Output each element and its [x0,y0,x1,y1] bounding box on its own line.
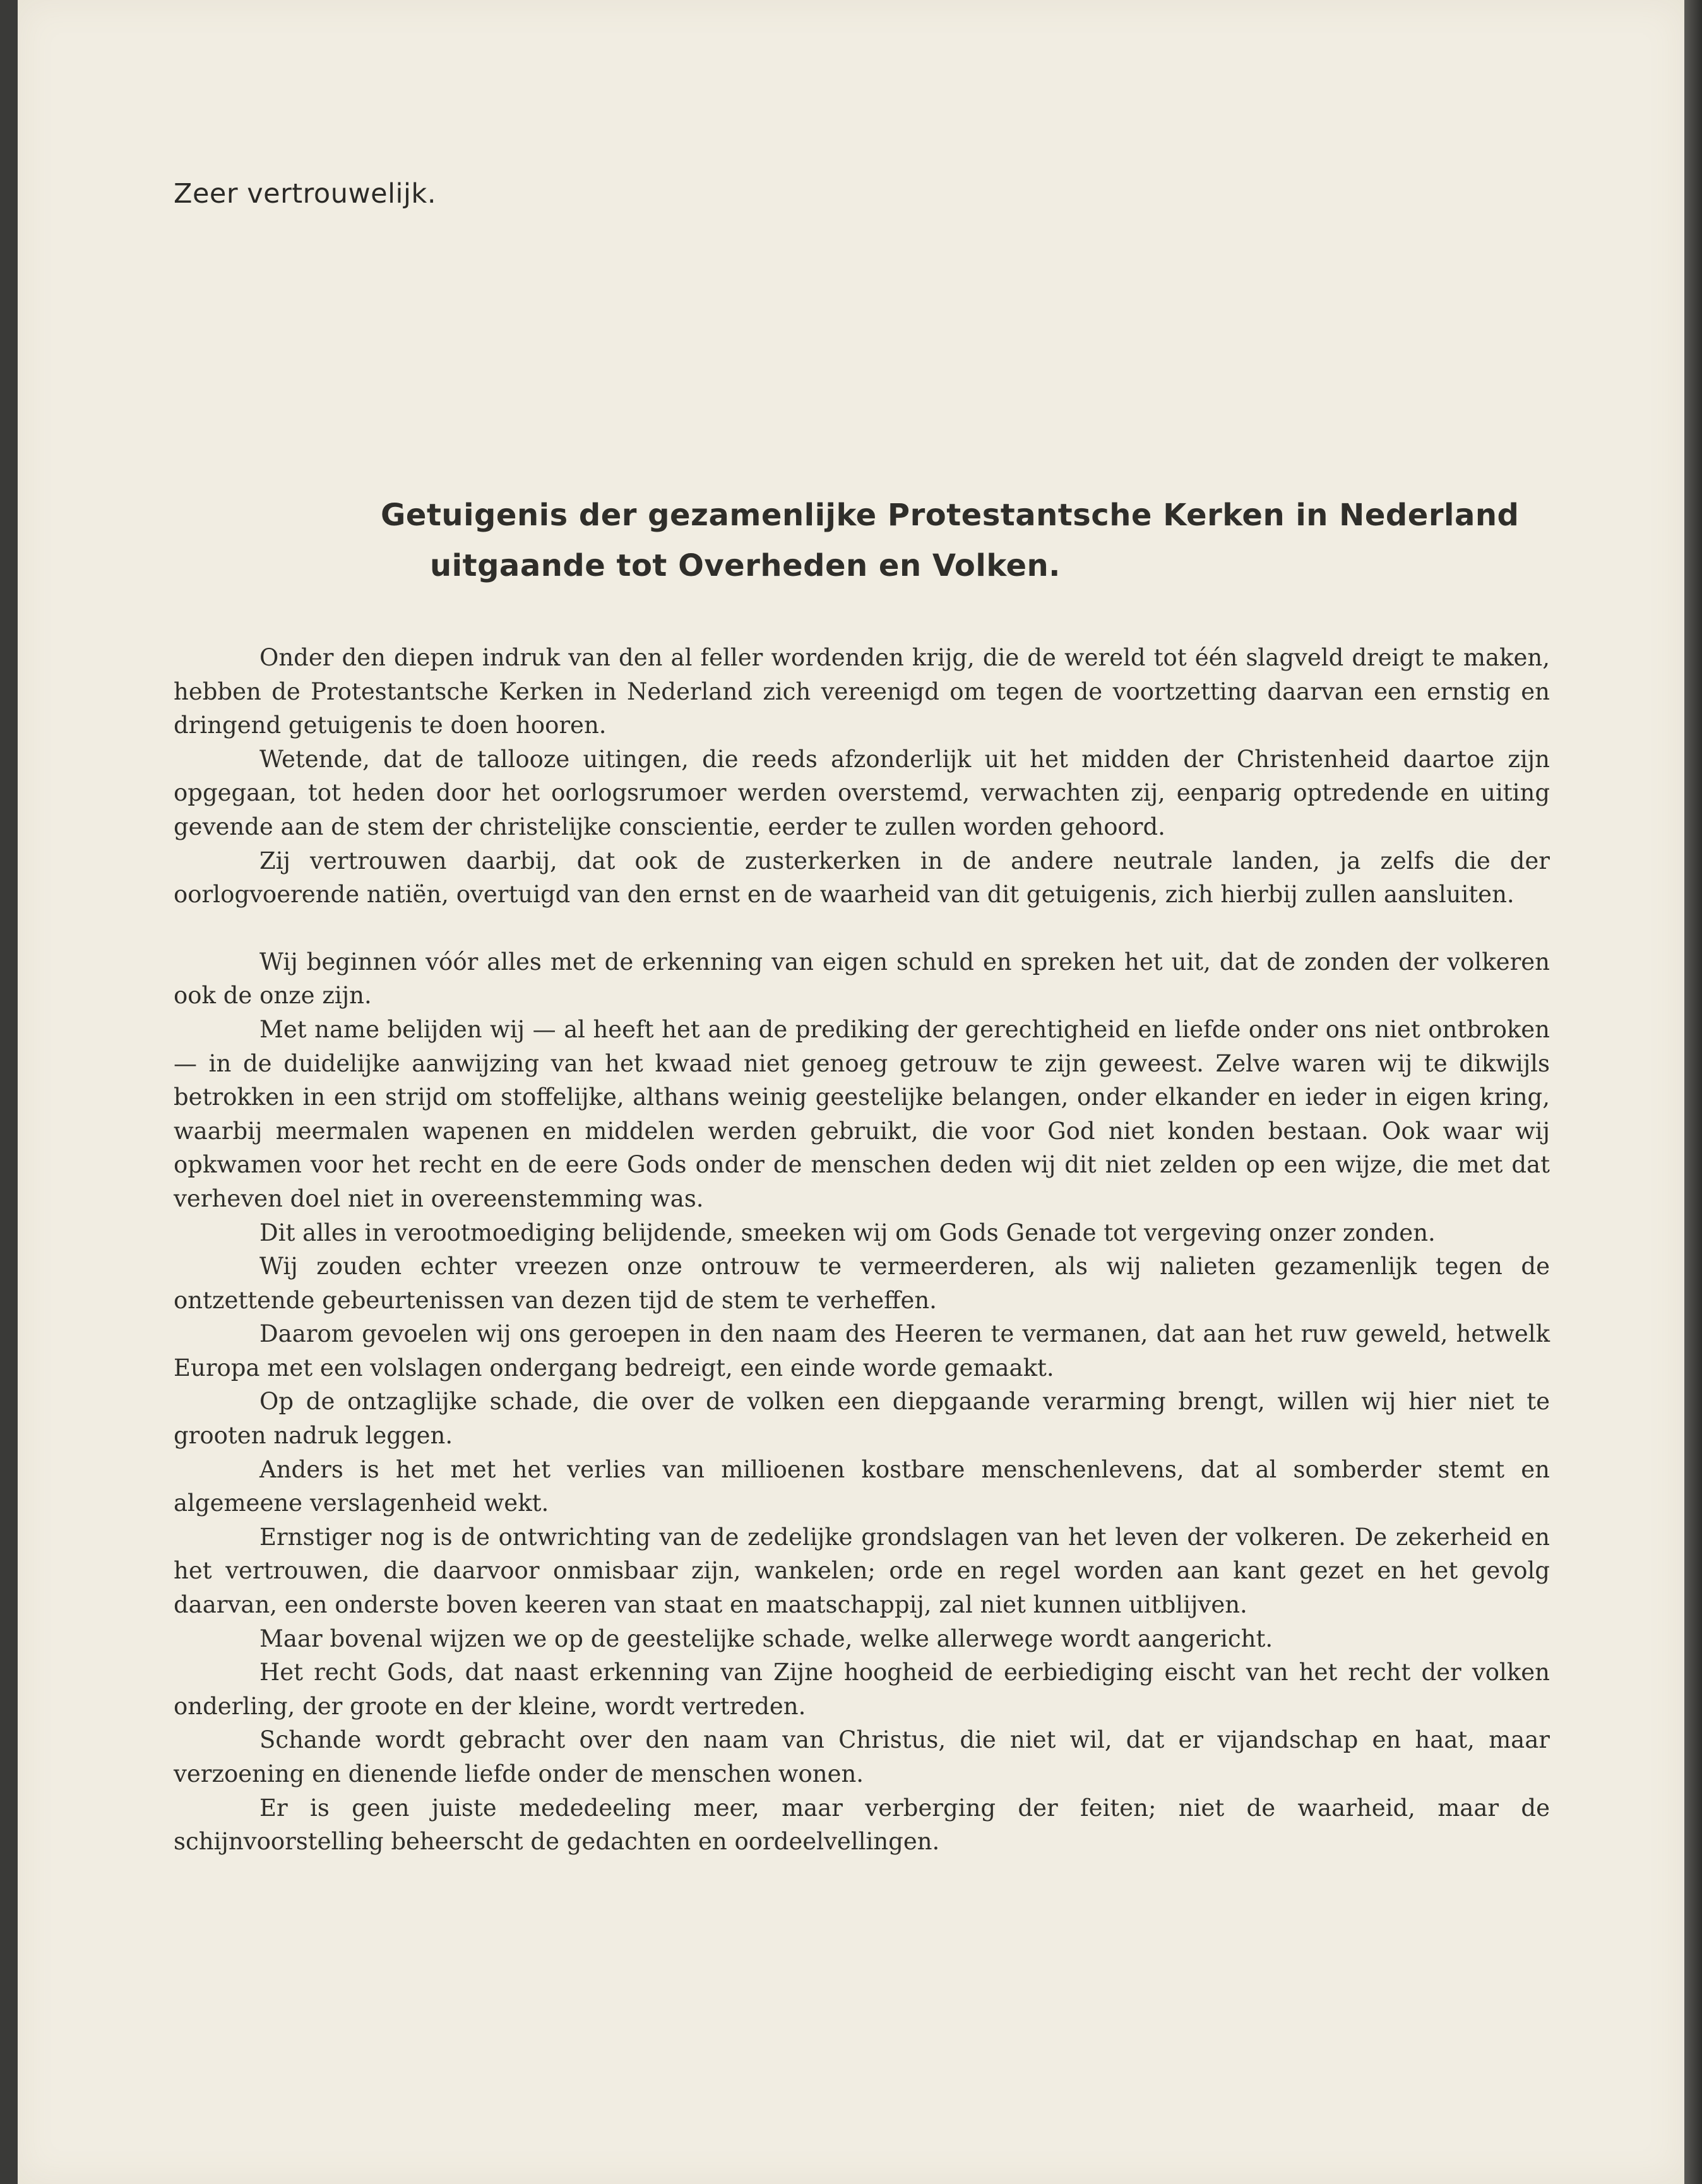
paragraph: Daarom gevoelen wij ons geroepen in den naam des Heeren te vermanen, dat aan het ruw geweld, hetwelk Europa met een volslagen ondergang bedreigt, een einde worde gemaakt. [174,1320,1550,1381]
paragraph: Op de ontzaglijke schade, die over de volken een diepgaande verarming brengt, willen wij hier niet te grooten nadruk leggen. [174,1388,1550,1450]
paragraph: Met name belijden wij — al heeft het aan de prediking der gerechtigheid en liefde onder ons niet ontbroken — in de duidelijke aanwijzing van het kwaad niet genoeg getrouw te zijn geweest. Zelve waren wij te dikwijls betrokken in een strijd om stoffelijke, althans weinig geestelijke belangen, onder elkander en ieder in eigen kring, waarbij meermalen wapenen en middelen werden gebruikt, die voor God niet konden bestaan. Ook waar wij opkwamen voor het recht en de eere Gods onder de menschen deden wij dit niet zelden op een wijze, die met dat verheven doel niet in overeenstemming was. [174,1015,1550,1212]
paragraph: Het recht Gods, dat naast erkenning van Zijne hoogheid de eerbiediging eischt van het recht der volken onderling, der groote en der kleine, wordt vertreden. [174,1659,1550,1720]
paragraph: Ernstiger nog is de ontwrichting van de zedelijke grondslagen van het leven der volkeren. De zekerheid en het vertrouwen, die daarvoor onmisbaar zijn, wankelen; orde en regel worden aan kant gezet en het gevolg daarvan, een onderste boven keeren van staat en maatschappij, zal niet kunnen uitblijven. [174,1523,1550,1619]
section-gap [174,912,1550,945]
paragraph: Er is geen juiste mededeeling meer, maar verberging der feiten; niet de waarheid, maar de schijnvoorstelling beheerscht de gedachten en oordeelvellingen. [174,1794,1550,1856]
paragraph: Wetende, dat de tallooze uitingen, die reeds afzonderlijk uit het midden der Christenheid daartoe zijn opgegaan, tot heden door het oorlogsrumoer werden overstemd, verwachten zij, eenparig optredende en uiting gevende aan de stem der christelijke conscientie, eerder te zullen worden gehoord. [174,745,1550,840]
paragraph: Zij vertrouwen daarbij, dat ook de zusterkerken in de andere neutrale landen, ja zelfs die der oorlogvoerende natiën, overtuigd van den ernst en de waarheid van dit getuigenis, zich hierbij zullen aansluiten. [174,847,1550,909]
paragraph: Wij beginnen vóór alles met de erkenning van eigen schuld en spreken het uit, dat de zonden der volkeren ook de onze zijn. [174,948,1550,1010]
paragraph: Anders is het met het verlies van millioenen kostbare menschenlevens, dat al somberder stemt en algemeene verslagenheid wekt. [174,1455,1550,1517]
document-body [174,641,1550,1859]
paragraph: Onder den diepen indruk van den al feller wordenden krijg, die de wereld tot één slagveld dreigt te maken, hebben de Protestantsche Kerken in Nederland zich vereenigd om tegen de voortzetting daarvan een ernstig en dringend getuigenis te doen hooren. [174,644,1550,739]
paragraph: Wij zouden echter vreezen onze ontrouw te vermeerderen, als wij nalieten gezamenlijk tegen de ontzettende gebeurtenissen van dezen tijd de stem te verheffen. [174,1253,1550,1314]
title-line-2: uitgaande tot Overheden en Volken. [430,548,1061,583]
page-edge-shadow [1684,0,1702,2184]
paragraph: Schande wordt gebracht over den naam van Christus, die niet wil, dat er vijandschap en haat, maar verzoening en dienende liefde onder de menschen wonen. [174,1726,1550,1787]
confidential-label: Zeer vertrouwelijk. [174,178,436,210]
document-page [18,0,1684,2184]
title-line-1: Getuigenis der gezamenlijke Protestantsche Kerken in Nederland [381,498,1520,533]
paragraph: Dit alles in verootmoediging belijdende, smeeken wij om Gods Genade tot vergeving onzer zonden. [259,1219,1436,1246]
paragraph: Maar bovenal wijzen we op de geestelijke schade, welke allerwege wordt aangericht. [259,1625,1273,1652]
document-title [381,490,1580,591]
